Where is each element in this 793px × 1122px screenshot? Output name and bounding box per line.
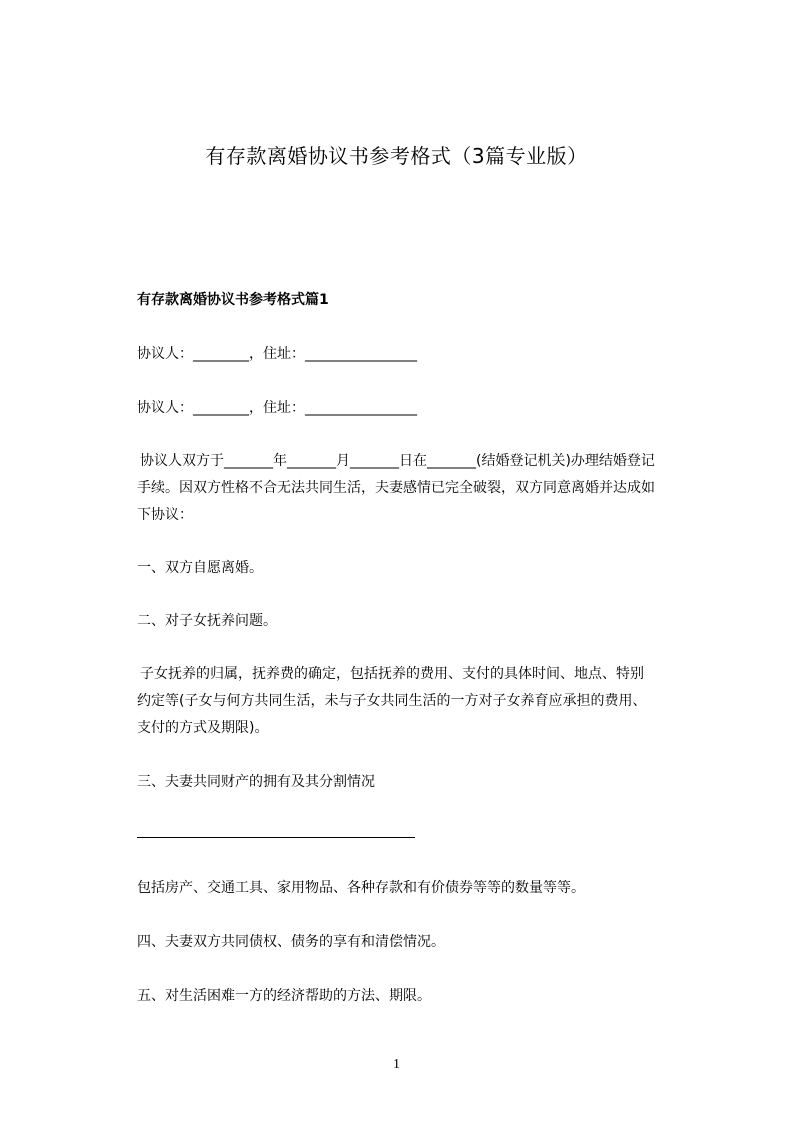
party-line-1: 协议人：________，住址：________________ (137, 346, 417, 362)
child-paragraph: 子女抚养的归属，抚养费的确定，包括抚养的费用、支付的具体时间、地点、特别约定等(子女与何方共同生活，未与子女共同生活的一方对子女养育应承担的费用、支付的方式及期限)。 (137, 666, 647, 736)
document-title: 有存款离婚协议书参考格式（3篇专业版） (205, 144, 588, 168)
property-blank-line (137, 837, 415, 838)
item-2: 二、对子女抚养问题。 (137, 613, 277, 629)
item-5: 五、对生活困难一方的经济帮助的方法、期限。 (137, 988, 431, 1004)
item-3: 三、夫妻共同财产的拥有及其分割情况 (137, 774, 375, 790)
item-4: 四、夫妻双方共同债权、债务的享有和清偿情况。 (137, 934, 445, 950)
page-number: 1 (393, 1057, 400, 1072)
item-1: 一、双方自愿离婚。 (137, 560, 263, 576)
party-line-2: 协议人：________，住址：________________ (137, 400, 417, 416)
section-heading: 有存款离婚协议书参考格式篇1 (137, 292, 329, 308)
intro-paragraph: 协议人双方于_______年_______月_______日在_______(结婚登记机关)办理结婚登记手续。因双方性格不合无法共同生活，夫妻感情已完全破裂，双方同意离婚并达成如下协议： (137, 453, 655, 523)
property-note: 包括房产、交通工具、家用物品、各种存款和有价债券等等的数量等等。 (137, 880, 585, 896)
